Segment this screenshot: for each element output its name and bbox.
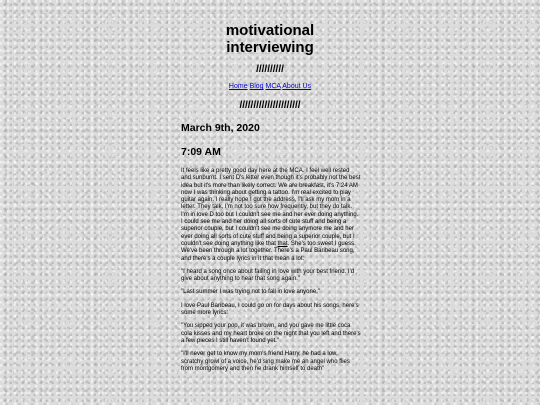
site-title-line2: interviewing [226, 39, 314, 56]
post-paragraph-2: I love Paul Baribeau, I could go on for days about his songs, here's some more lyrics: [181, 302, 359, 317]
divider-bottom: ////////////////////// [239, 100, 301, 111]
post-time: 7:09 AM [181, 146, 221, 158]
post-paragraph-1-text: It feels like a pretty good day here at the MCA. I feel well rested and sunburnt. I sent D's letter even though it's probably not the best idea but it's more than likely correct. We are breakfast, it's 7:24 AM now I was thinking about getting a tattoo. I'm real excited to play guitar again. I really hope I got the address, I'll ask my mom in a letter. They talk, I'm not too sure how frequently, but they do talk. I'm in love D too but I couldn't see me and her ever doing anything. I could see me and her doing all sorts of cute stuff and being a superior couple, but I couldn't see me doing anymore me and her ever doing all sorts of cute stuff and being a superior couple, but I couldn't see doing anything like that [181, 168, 361, 247]
site-title-line1: motivational [225, 22, 315, 39]
nav-bar [0, 83, 540, 90]
post-paragraph-1-text-end: . She's too sweet I guess. We've been through a lot together. There's a Paul Baribeau song, and there's a couple lyrics in it that mean a lot: [181, 240, 356, 262]
post-date: March 9th, 2020 [181, 122, 260, 134]
blog-post [181, 122, 361, 379]
post-quote-2: "Last summer I was trying not to fall in love anyone." [181, 289, 320, 296]
post-paragraph-1 [181, 168, 361, 263]
nav-link-home[interactable]: Home [228, 83, 248, 90]
nav-link-about[interactable]: About Us [282, 83, 312, 90]
nav-link-blog[interactable]: Blog [249, 83, 264, 90]
nav-link-mca[interactable]: MCA [265, 83, 281, 90]
divider-top: ////////// [256, 64, 284, 75]
post-quote-1: "I heard a song once about failing in love with your best friend. I'd give about anything to hear that song again." [181, 268, 355, 283]
post-quote-4: "I'll never get to know my mom's friend Harry, he had a low, scratchy growl of a voice, he'd sing make me an angel who flies from montgomery and then he drank himself to death" [181, 351, 350, 372]
post-underlined-word: that [277, 240, 288, 247]
post-quote-3: "You sipped your pop, it was brown, and you gave me little coca cola kisses and my heart broke on the night that you left and there's a few pieces I still haven't found yet." [181, 323, 361, 344]
site-title [0, 22, 540, 56]
